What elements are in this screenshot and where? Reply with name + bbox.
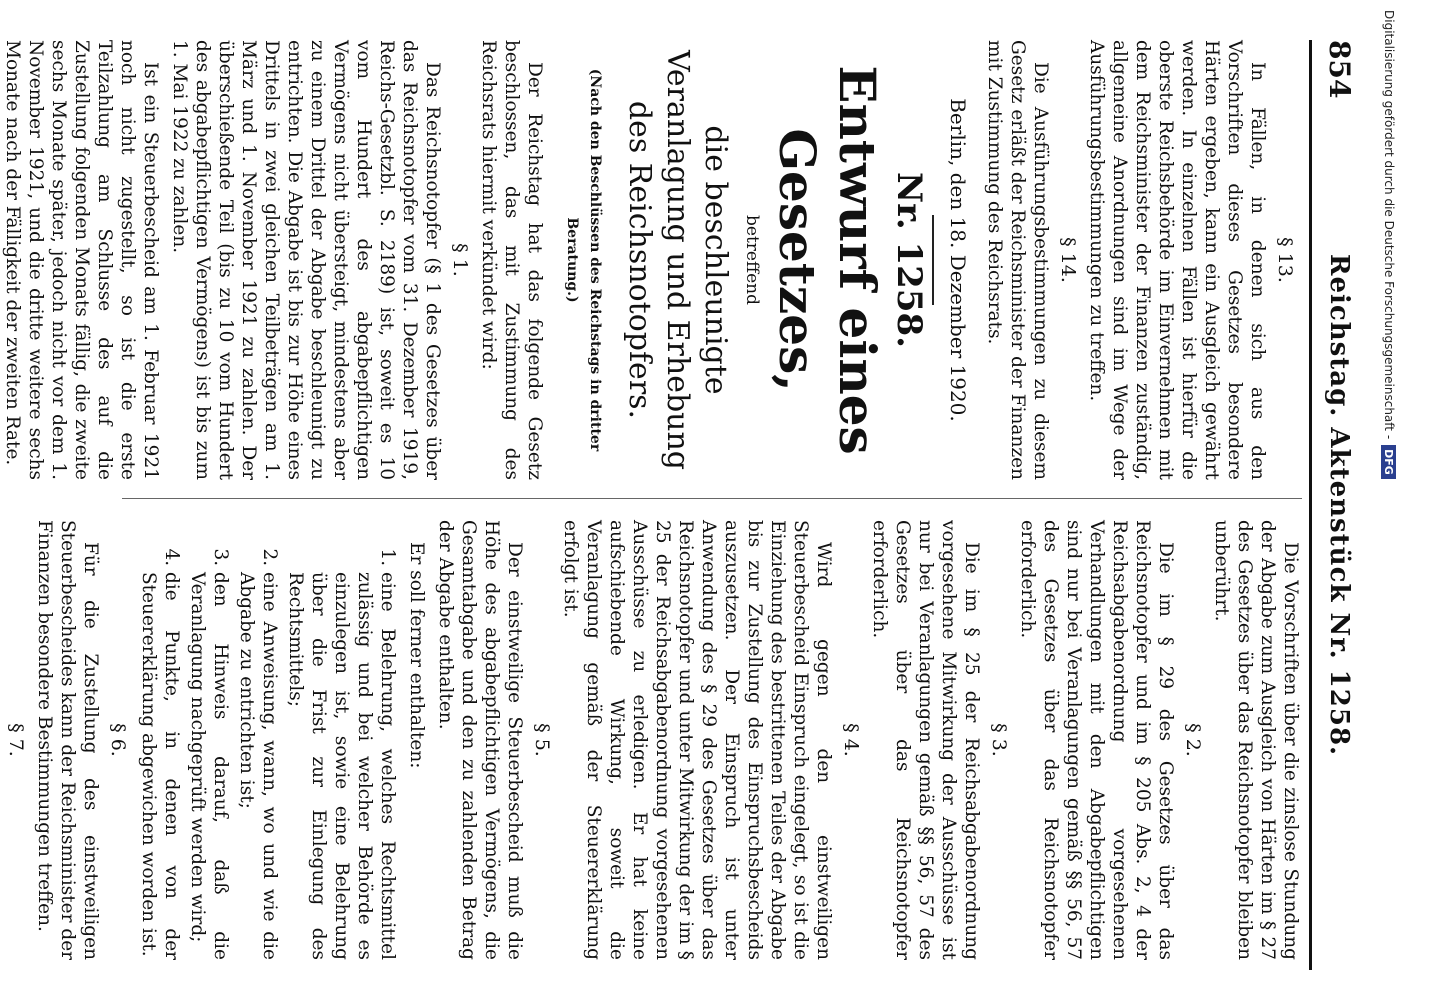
paragraph: Die Ausführungsbestimmungen zu diesem Gesetz erläßt der Reichsminister der Finanzen mit Zustimmung des Reichsrats.: [984, 40, 1051, 480]
paragraph: Die Vorschriften über die zinslose Stundung der Abgabe zum Ausgleich von Härten im § 27 des Gesetzes über das Reichsnotopfer bleiben unberührt.: [1211, 520, 1301, 960]
betreffend-label: betreffend: [742, 215, 762, 305]
running-title: Reichstag. Aktenstück Nr. 1258.: [1324, 253, 1354, 757]
list-item: 2. eine Anweisung, wann, wo und wie die Abgabe zu entrichten ist;: [235, 572, 281, 960]
section-heading: § 2.: [1182, 723, 1204, 757]
paragraph: Die im § 29 des Gesetzes über das Reichsnotopfer und im § 205 Abs. 2, 4 der Reichsabgabenordnung vorgesehenen Verhandlungen mit den Abgabepflichtigen sind nur bei Veranlagungen gemäß §§ 56, 57 des Gesetzes über das Reichsnotopfer erforderlich.: [1017, 520, 1176, 960]
section-heading: § 4.: [840, 723, 862, 757]
paragraph: Wird gegen den einstweiligen Steuerbescheid Einspruch eingelegt, so ist die Einziehung des bestrittenen Teiles der Abgabe bis zur Zustellung des Einspruchsbescheids auszusetzen. Der Einspruch ist unter Anwendung des § 29 des Gesetzes über das Reichsnotopfer und unter Mitwirkung der im § 25 der Reichsabgabenordnung vorgesehenen Ausschüsse zu erledigen. Er hat keine aufschiebende Wirkung, soweit die Veranlagung gemäß der Steuererklärung erfolgt ist.: [560, 520, 834, 960]
list-item: 3. den Hinweis darauf, daß die Veranlagung nachgeprüft werden wird;: [186, 572, 232, 960]
section-heading: § 5.: [531, 723, 553, 757]
document-number: Nr. 1258.: [889, 171, 929, 348]
editorial-note: (Nach den Beschlüssen des Reichstags in dritter Beratung.): [564, 68, 603, 452]
credit-text: Digitalisierung gefördert durch die Deutsche Forschungsgemeinschaft -: [1382, 10, 1396, 440]
dfg-logo: DFG: [1381, 445, 1396, 479]
section-heading: § 6.: [107, 723, 129, 757]
date-line: Berlin, den 18. Dezember 1920.: [946, 98, 970, 422]
right-column: [0, 520, 1302, 960]
header-rule: [1309, 40, 1312, 970]
paragraph: Ist ein Steuerbescheid am 1. Februar 1921 noch nicht zugestellt, so ist die erste Teilzahlung am Schlusse des auf die Zustellung folgenden Monats fällig, die zweite sechs Monate später, jedoch nicht vor dem 1. November 1921, und die dritte weitere sechs Monate nach der Fälligkeit der zweiten Rate.: [2, 40, 161, 480]
page-number: 854: [1323, 40, 1356, 99]
list-item: 1. eine Belehrung, welches Rechtsmittel zulässig und bei welcher Behörde es einzulegen ist, sowie eine Belehrung über die Frist zur Einlegung des Rechtsmittels;: [284, 572, 399, 960]
preamble: Der Reichstag hat das folgende Gesetz beschlossen, das mit Zustimmung des Reichsrats hiermit verkündet wird:: [478, 40, 545, 480]
document-title: Entwurf eines Gesetzes,: [768, 65, 887, 455]
section-heading: § 13.: [1274, 237, 1296, 283]
document-subject: die beschleunigte Veranlagung und Erhebung des Reichsnotopfers.: [622, 49, 733, 471]
digitization-credit: [1370, 10, 1396, 990]
paragraph: Der einstweilige Steuerbescheid muß die Höhe des abgabepflichtigen Vermögens, die Gesamtabgabe und den zu zahlenden Betrag der Abgabe enthalten.: [435, 520, 525, 960]
paragraph: Für die Zustellung des einstweiligen Steuerbescheides kann der Reichsminister der Finanzen besondere Bestimmungen treffen.: [34, 520, 101, 960]
list-intro: Er soll ferner enthalten:: [406, 542, 427, 769]
paragraph: In Fällen, in denen sich aus den Vorschriften dieses Gesetzes besondere Härten ergeben, kann ein Ausgleich gewährt werden. In einzelnen Fällen ist hierfür die oberste Reichsbehörde im Einvernehmen mit dem Reichsminister der Finanzen zuständig, allgemeine Anordnungen sind im Wege der Ausführungsbestimmungen zu treffen.: [1086, 40, 1268, 480]
separator-rule: [932, 215, 934, 305]
section-heading: § 7.: [5, 723, 27, 757]
paragraph: Die im § 25 der Reichsabgabenordnung vorgesehene Mitwirkung der Ausschüsse ist nur bei Veranlagungen gemäß §§ 56, 57 des Gesetzes über das Reichsnotopfer erforderlich.: [869, 520, 982, 960]
list-item: 4. die Punkte, in denen von der Steuererklärung abgewichen worden ist.: [137, 572, 183, 960]
page-header: [1314, 40, 1364, 970]
left-column: [0, 40, 1302, 480]
section-heading: § 14.: [1057, 237, 1079, 283]
section-heading: § 3.: [988, 723, 1010, 757]
column-divider: [122, 498, 1302, 499]
numbered-list: [137, 520, 399, 960]
paragraph: Das Reichsnotopfer (§ 1 des Gesetzes über das Reichsnotopfer vom 31. Dezember 1919, Reichs-Gesetzbl. S. 2189) ist, soweit es 10 vom Hundert des abgabepflichtigen Vermögens nicht übersteigt, mindestens aber zu einem Drittel der Abgabe beschleunigt zu entrichten. Die Abgabe ist bis zur Höhe eines Drittels in zwei gleichen Teilbeträgen am 1. März und 1. November 1921 zu zahlen. Der überschießende Teil (bis zu 10 vom Hundert des abgabepflichtigen Vermögens) ist bis zum 1. Mai 1922 zu zahlen.: [169, 40, 443, 480]
document-page: [2, 0, 1372, 1000]
section-heading: § 1.: [449, 243, 471, 277]
